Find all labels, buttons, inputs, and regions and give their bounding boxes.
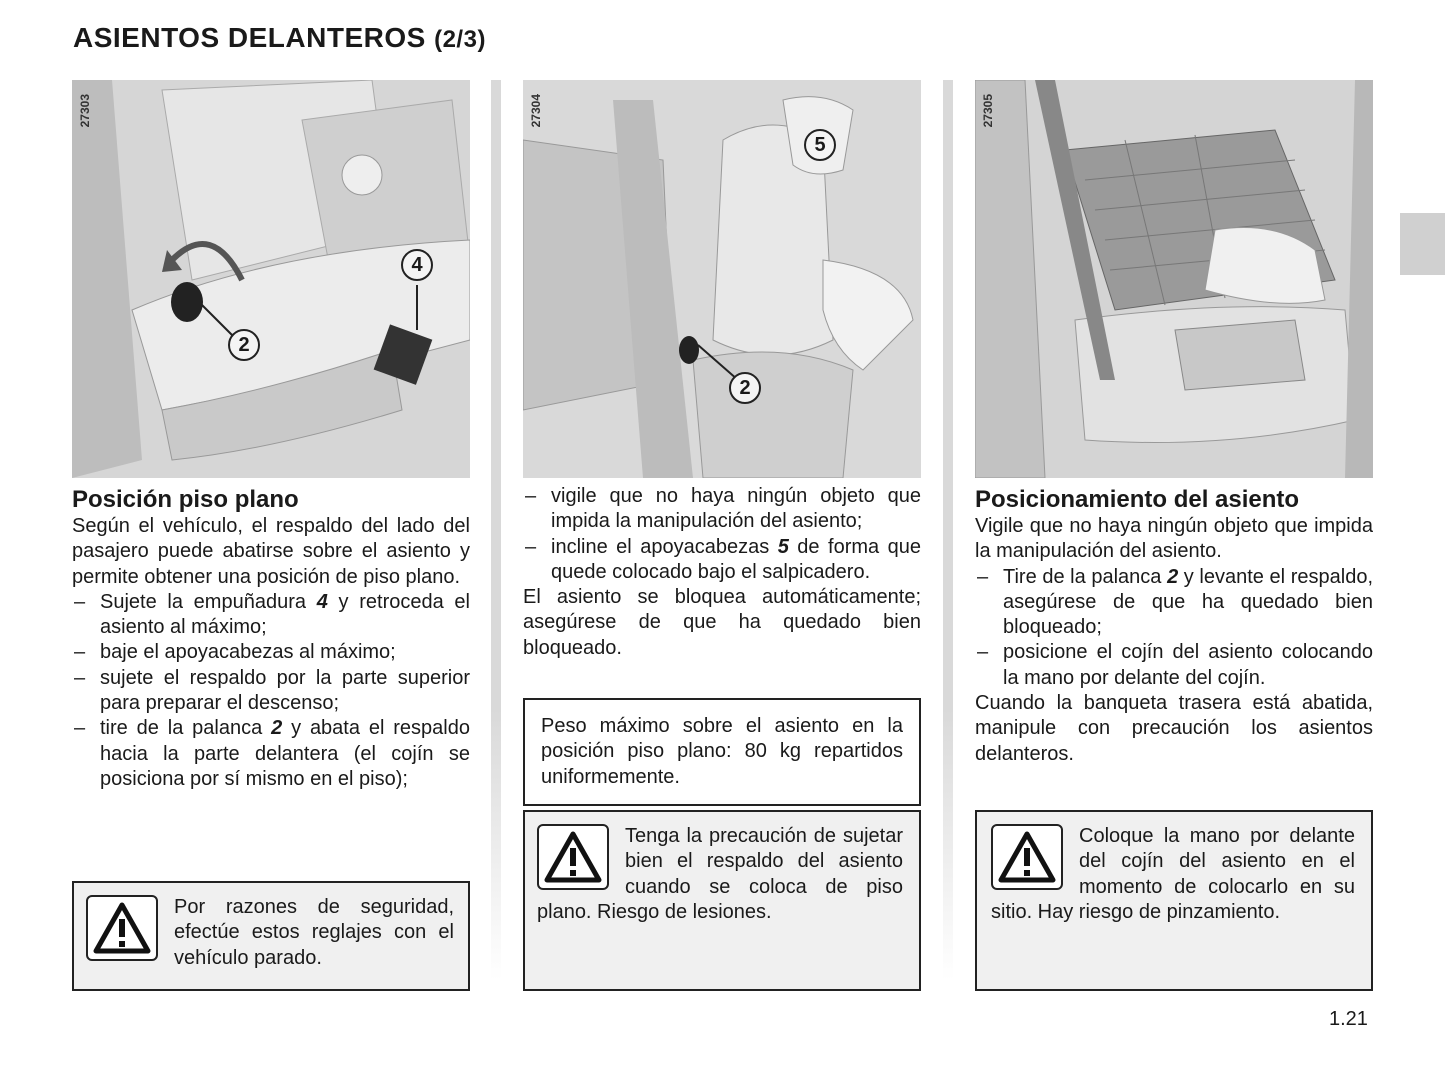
list-item: – posicione el cojín del asiento colocando la mano por delante del cojín.: [975, 640, 1373, 691]
warning-box: [523, 810, 921, 991]
cargo-illustration: [975, 80, 1373, 478]
list-item: – Sujete la empuñadura 4 y retroceda el asiento al máximo;: [72, 590, 470, 641]
figure-id: 27303: [78, 94, 92, 128]
callout-2: 2: [729, 372, 761, 404]
figure-headrest: [523, 80, 921, 478]
callout-4: 4: [401, 249, 433, 281]
note-text: Peso máximo sobre el asiento en la posición piso plano: 80 kg repartidos uniformemente.: [541, 715, 903, 788]
chapter-tab: [1400, 213, 1445, 275]
page-title-suffix: (2/3): [434, 26, 486, 53]
figure-id: 27304: [529, 94, 543, 128]
page-title: [73, 22, 486, 54]
body-text: Cuando la banqueta trasera está abatida, manipule con precaución los asientos delanteros.: [975, 692, 1373, 765]
column-separator: [491, 80, 501, 980]
warning-box: [975, 810, 1373, 991]
figure-id: 27305: [981, 94, 995, 128]
warning-icon: [537, 824, 609, 890]
figure-seat-positioning: [975, 80, 1373, 478]
callout-2: 2: [228, 329, 260, 361]
column-flat-floor: [72, 80, 470, 792]
intro-text: Según el vehículo, el respaldo del lado del pasajero puede abatirse sobre el asiento y permite obtener una posición de piso plano.: [72, 515, 470, 588]
instruction-list: [975, 565, 1373, 691]
callout-5: 5: [804, 129, 836, 161]
figure-seat-folding: [72, 80, 470, 478]
page-title-text: ASIENTOS DELANTEROS: [73, 22, 426, 53]
instruction-list: [72, 590, 470, 792]
warning-box: [72, 881, 470, 991]
section-heading: Posición piso plano: [72, 486, 299, 513]
list-item: – tire de la palanca 2 y abata el respaldo hacia la parte delantera (el cojín se posiciona por sí mismo en el piso);: [72, 716, 470, 792]
list-item: – vigile que no haya ningún objeto que impida la manipulación del asiento;: [523, 484, 921, 535]
column-headrest: [523, 80, 921, 661]
body-text: El asiento se bloquea automáticamente; asegúrese de que ha quedado bien bloqueado.: [523, 586, 921, 659]
section-heading: Posicionamiento del asiento: [975, 486, 1300, 513]
list-item: – sujete el respaldo por la parte superior para preparar el descenso;: [72, 666, 470, 717]
column-separator: [943, 80, 953, 980]
list-item: – baje el apoyacabezas al máximo;: [72, 640, 470, 665]
warning-text: Tenga la precaución de sujetar bien el respaldo del asiento cuando se coloca de piso plano. Riesgo de lesiones.: [537, 825, 903, 923]
headrest-illustration: [523, 80, 921, 478]
warning-text: Por razones de seguridad, efectúe estos reglajes con el vehículo parado.: [174, 896, 454, 969]
list-item: – incline el apoyacabezas 5 de forma que quede colocado bajo el salpicadero.: [523, 535, 921, 586]
page-number: 1.21: [1329, 1008, 1368, 1030]
warning-icon: [991, 824, 1063, 890]
list-item: – Tire de la palanca 2 y levante el respaldo, asegúrese de que ha quedado bien bloqueado;: [975, 565, 1373, 641]
column-seat-positioning: [975, 80, 1373, 767]
instruction-list: [523, 484, 921, 585]
warning-text: Coloque la mano por delante del cojín del asiento en el momento de colocarlo en su sitio. Hay riesgo de pinzamiento.: [991, 825, 1355, 923]
intro-text: Vigile que no haya ningún objeto que impida la manipulación del asiento.: [975, 515, 1373, 563]
note-box: [523, 698, 921, 806]
warning-icon: [86, 895, 158, 961]
